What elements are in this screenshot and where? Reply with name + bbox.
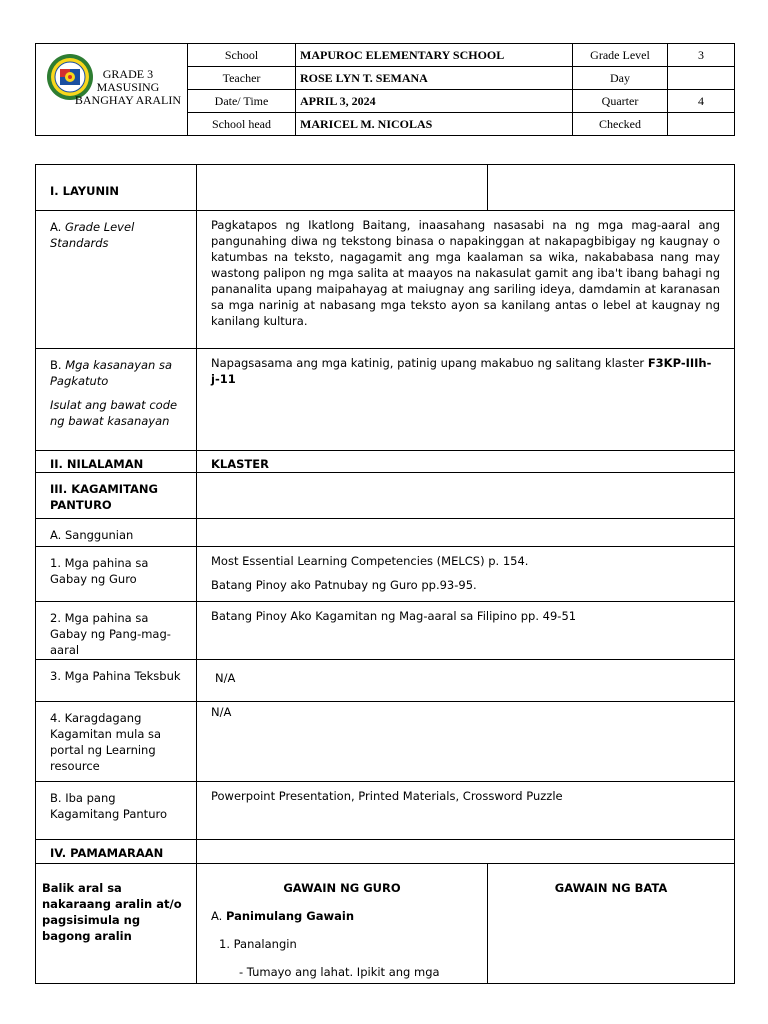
day-label: Day — [573, 67, 668, 90]
gawain-guro-cell — [197, 864, 488, 984]
lesson-plan-table — [35, 164, 735, 984]
kagamitan-heading: III. KAGAMITANG PANTURO — [36, 473, 197, 519]
tumayo-item: - Tumayo ang lahat. Ipikit ang mga — [239, 965, 440, 979]
gabay-guro-value: Most Essential Learning Competencies (MELCS) p. 154. Batang Pinoy ako Patnubay ng Guro pp.93-95. — [197, 547, 735, 602]
kasanayan-text: Napagsasama ang mga katinig, patinig upang makabuo ng salitang klaster F3KP-IIIh-j-11 — [197, 349, 735, 451]
table-row — [36, 864, 735, 984]
school-label: School — [188, 44, 296, 67]
table-row — [36, 840, 735, 864]
table-row — [36, 451, 735, 473]
layunin-heading: I. LAYUNIN — [36, 165, 197, 211]
karagdagang-value: N/A — [197, 702, 735, 782]
sanggunian-label: A. Sanggunian — [36, 519, 197, 547]
balik-aral-label: Balik aral sa nakaraang aralin at/o pagsisimula ng bagong aralin — [36, 864, 197, 984]
teacher-value: ROSE LYN T. SEMANA — [296, 67, 573, 90]
gabay-magaaral-value: Batang Pinoy Ako Kagamitan ng Mag-aaral sa Filipino pp. 49-51 — [197, 602, 735, 660]
grade-level-standards-label: A. Grade Level Standards — [36, 211, 197, 349]
layunin-empty-cell-2 — [488, 165, 735, 211]
school-value: MAPUROC ELEMENTARY SCHOOL — [296, 44, 573, 67]
teksbuk-label: 3. Mga Pahina Teksbuk — [36, 660, 197, 702]
grade-level-label: Grade Level — [573, 44, 668, 67]
day-value — [668, 67, 735, 90]
panimulang-gawain: A. Panimulang Gawain — [211, 909, 355, 923]
table-row — [36, 473, 735, 519]
iba-value: Powerpoint Presentation, Printed Materials, Crossword Puzzle — [197, 782, 735, 840]
quarter-label: Quarter — [573, 90, 668, 113]
teacher-label: Teacher — [188, 67, 296, 90]
table-row — [36, 349, 735, 451]
karagdagang-label: 4. Karagdagang Kagamitan mula sa portal ng Learning resource — [36, 702, 197, 782]
lesson-plan-title: GRADE 3 MASUSING BANGHAY ARALIN — [74, 67, 181, 107]
date-time-label: Date/ Time — [188, 90, 296, 113]
school-title-cell — [36, 44, 188, 136]
teksbuk-value: N/A — [197, 660, 735, 702]
grade-level-standards-text: Pagkatapos ng Ikatlong Baitang, inaasahang nasasabi na ng mga mag-aaral ang pangunahing diwa ng tekstong binasa o napakinggan at nakapagbibigay ng kaugnay o katumbas na teksto, nagagamit ang mga kaalaman sa wika, nakababasa nang may wastong palipon ng mga salita at maayos na nakasulat gamit ang iba't ibang bahagi ng pananalita upang maipahayag at maiugnay ang sariling ideya, damdamin at karanasan sa mga narinig at nabasang mga teksto ayon sa kanilang antas o lebel at kaugnay ng kanilang kultura. — [197, 211, 735, 349]
kagamitan-empty-cell — [197, 473, 735, 519]
nilalaman-value: KLASTER — [197, 451, 735, 473]
gawain-bata-heading: GAWAIN NG BATA — [554, 881, 668, 895]
date-time-value: APRIL 3, 2024 — [296, 90, 573, 113]
table-row — [36, 782, 735, 840]
pamamaraan-empty-cell — [197, 840, 735, 864]
table-row — [36, 519, 735, 547]
table-row — [36, 702, 735, 782]
gabay-magaaral-label: 2. Mga pahina sa Gabay ng Pang-mag-aaral — [36, 602, 197, 660]
table-row — [36, 660, 735, 702]
checked-value — [668, 113, 735, 136]
kasanayan-label: B. Mga kasanayan sa Pagkatuto Isulat ang bawat code ng bawat kasanayan — [36, 349, 197, 451]
header-table — [35, 43, 735, 136]
nilalaman-heading: II. NILALAMAN — [36, 451, 197, 473]
table-row — [36, 602, 735, 660]
sanggunian-empty-cell — [197, 519, 735, 547]
school-head-label: School head — [188, 113, 296, 136]
gawain-guro-heading: GAWAIN NG GURO — [283, 881, 401, 895]
gabay-guro-label: 1. Mga pahina sa Gabay ng Guro — [36, 547, 197, 602]
gawain-bata-cell — [488, 864, 735, 984]
grade-level-value: 3 — [668, 44, 735, 67]
layunin-empty-cell — [197, 165, 488, 211]
kasanayan-note: Isulat ang bawat code ng bawat kasanayan — [50, 398, 178, 428]
competency-code: F3KP-IIIh-j-11 — [211, 356, 712, 386]
panalangin-item: 1. Panalangin — [219, 937, 297, 951]
checked-label: Checked — [573, 113, 668, 136]
table-row — [36, 547, 735, 602]
pamamaraan-heading: IV. PAMAMARAAN — [36, 840, 197, 864]
iba-label: B. Iba pang Kagamitang Panturo — [36, 782, 197, 840]
quarter-value: 4 — [668, 90, 735, 113]
school-head-value: MARICEL M. NICOLAS — [296, 113, 573, 136]
table-row — [36, 165, 735, 211]
table-row — [36, 211, 735, 349]
